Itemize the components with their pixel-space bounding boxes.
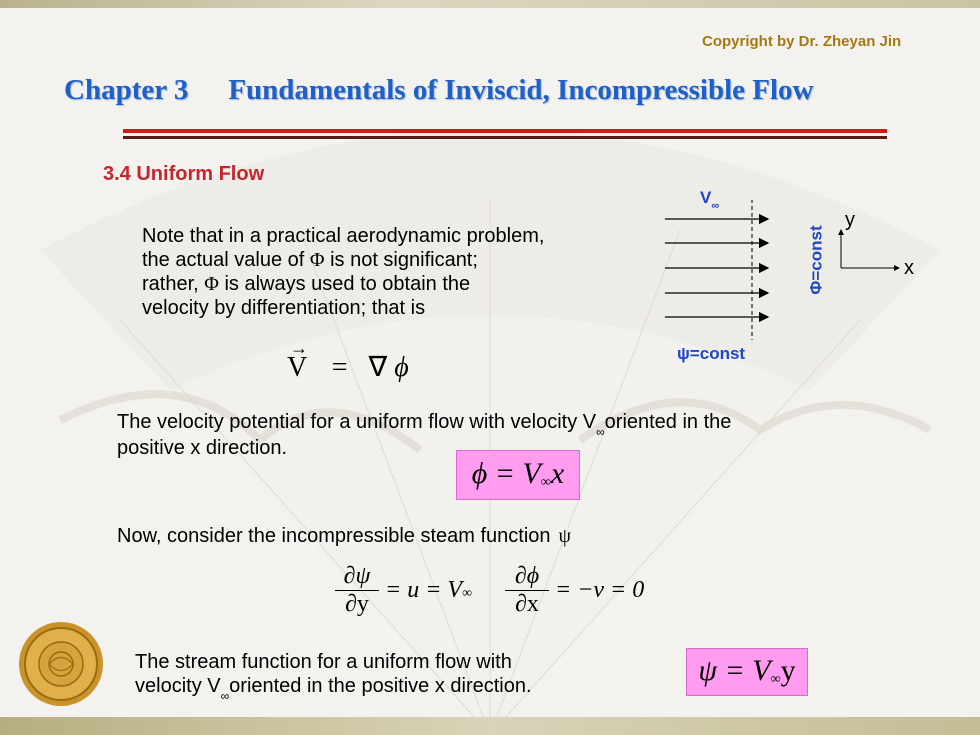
copyright-text: Copyright by Dr. Zheyan Jin: [702, 33, 902, 50]
stream-function-intro: [117, 524, 571, 548]
note-paragraph: [142, 224, 544, 320]
phi-const-label: Φ=const: [806, 225, 826, 295]
sf-text: velocity V: [135, 675, 221, 697]
uniform-flow-diagram: [650, 200, 770, 340]
chapter-number: Chapter 3: [64, 74, 189, 106]
equals-sign: =: [331, 352, 348, 383]
gradient-equation: [287, 338, 409, 384]
eq1-rhs: = u = V: [385, 577, 463, 603]
velocity-potential-line-1: [117, 410, 732, 439]
phi-symbol: ϕ: [394, 352, 409, 383]
section-title: 3.4 Uniform Flow: [103, 163, 265, 185]
v-infinity-label: [700, 188, 720, 212]
chapter-title: Fundamentals of Inviscid, Incompressible Flow: [228, 74, 814, 106]
formula-lhs: ψ = V: [698, 654, 771, 687]
y-axis-label: y: [845, 209, 855, 231]
psi-symbol: ψ: [558, 525, 572, 547]
infinity-subscript: ∞: [540, 475, 551, 490]
stream-function-formula: [686, 648, 808, 696]
note-line-1: Note that in a practical aerodynamic problem,: [142, 225, 545, 247]
note-text: the actual value of: [142, 249, 310, 271]
chapter-heading: [64, 74, 814, 107]
sf-text: oriented in the positive x direction.: [229, 675, 532, 697]
velocity-vector: [287, 338, 308, 383]
stream-function-text: [135, 650, 532, 703]
infinity-subscript: ∞: [462, 585, 473, 601]
phi-symbol: Φ: [309, 249, 325, 271]
x-axis-label: x: [904, 257, 914, 279]
nabla-symbol: ∇: [368, 352, 388, 383]
eq2-rhs: = −v = 0: [555, 577, 645, 603]
fraction-numerator: ∂ψ: [343, 563, 371, 589]
bottom-border: [0, 717, 980, 735]
title-underline-red: [123, 129, 887, 133]
velocity-potential-text: [117, 410, 731, 460]
stream-function-line-1: The stream function for a uniform flow with: [135, 651, 512, 673]
note-line-2: [142, 248, 544, 272]
university-seal-icon: [18, 621, 104, 707]
note-text: is not significant;: [324, 249, 478, 271]
phi-symbol: Φ: [204, 273, 219, 295]
title-underline-dark: [123, 136, 887, 139]
fraction-denominator: ∂x: [515, 591, 539, 617]
note-line-3: [142, 272, 544, 296]
fraction-numerator: ∂ϕ: [514, 563, 540, 589]
infinity-subscript: ∞: [770, 672, 781, 687]
fraction-dpsi-dy: [335, 563, 379, 618]
formula-rhs: x: [550, 457, 565, 490]
fraction-denominator: ∂y: [345, 591, 369, 617]
infinity-subscript: ∞: [596, 425, 605, 439]
infinity-subscript: ∞: [220, 689, 230, 703]
stream-function-line-2: [135, 674, 532, 703]
fraction-dphi-dx: [505, 563, 549, 618]
note-text: is always used to obtain the: [218, 273, 471, 295]
formula-rhs: y: [780, 654, 796, 687]
vp-text: The velocity potential for a uniform flow with velocity V: [117, 411, 597, 433]
formula-lhs: ϕ = V: [471, 457, 541, 490]
vector-arrow-icon: →: [290, 338, 308, 358]
velocity-potential-line-2: positive x direction.: [117, 437, 288, 459]
velocity-potential-formula: [456, 450, 580, 500]
partial-equation-1: [335, 563, 472, 618]
partial-equation-2: [505, 563, 644, 618]
vp-text: oriented in the: [604, 411, 732, 433]
note-line-4: velocity by differentiation; that is: [142, 297, 426, 319]
velocity-symbol: V: [287, 352, 307, 383]
intro-text: Now, consider the incompressible steam function: [117, 525, 551, 547]
psi-const-label: ψ=const: [677, 344, 746, 363]
infinity-subscript: ∞: [711, 200, 720, 212]
note-text: rather,: [142, 273, 205, 295]
v-label: V: [700, 188, 712, 207]
